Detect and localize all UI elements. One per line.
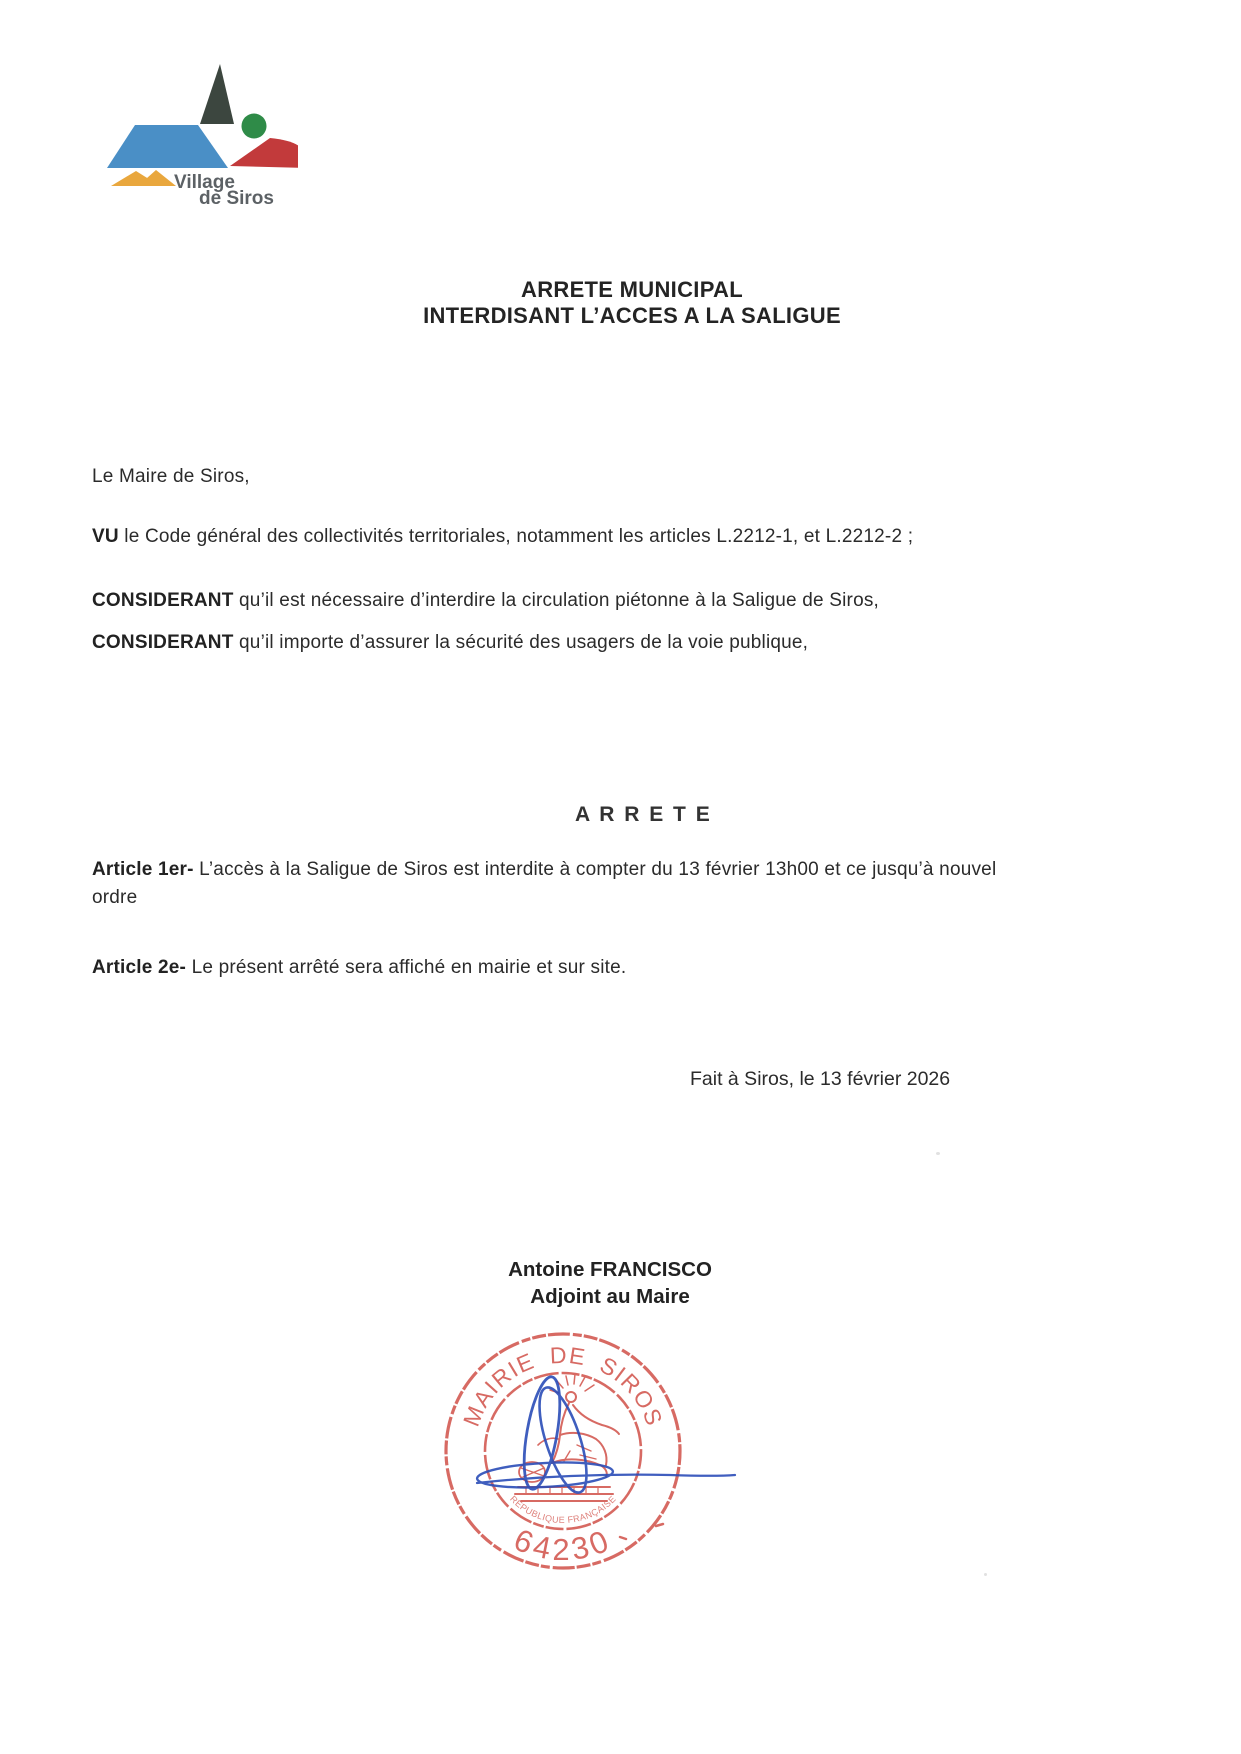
article1-text-line2: ordre xyxy=(92,887,138,908)
article1-text-line1: L’accès à la Saligue de Siros est interdite à compter du 13 février 13h00 et ce jusqu’à nouvel xyxy=(199,859,997,880)
article2-paragraph xyxy=(92,954,1142,982)
considerant2-text: qu’il importe d’assurer la sécurité des usagers de la voie publique, xyxy=(239,632,809,653)
mairie-stamp-and-signature xyxy=(420,1325,820,1590)
handwritten-signature xyxy=(476,1374,735,1497)
document-title-line1: ARRETE MUNICIPAL xyxy=(521,277,743,302)
green-circle-icon xyxy=(242,114,267,139)
considerant1-paragraph xyxy=(92,587,1142,615)
vu-paragraph xyxy=(92,523,1142,551)
article1-first-line xyxy=(92,856,1142,884)
article2-label: Article 2e- xyxy=(92,957,187,978)
vu-label: VU xyxy=(92,526,119,547)
arrete-heading: A R R E T E xyxy=(575,803,712,826)
considerant1-text: qu’il est nécessaire d’interdire la circulation piétonne à la Saligue de Siros, xyxy=(239,590,880,611)
stamp-arc-bottom-text: 64230 xyxy=(509,1521,617,1567)
stamp-inner-ring xyxy=(485,1373,641,1529)
stamp-republique-text: RÉPUBLIQUE FRANÇAISE xyxy=(508,1493,618,1526)
considerant1-label: CONSIDERANT xyxy=(92,590,234,611)
scan-speck xyxy=(984,1573,987,1576)
considerant2-paragraph xyxy=(92,629,1142,657)
article1-paragraph xyxy=(92,856,1142,912)
round-stamp xyxy=(446,1334,680,1568)
logo-wordmark-line1: Village xyxy=(174,172,235,193)
signatory-block xyxy=(430,1256,790,1310)
opening-line: Le Maire de Siros, xyxy=(92,466,250,487)
signatory-role: Adjoint au Maire xyxy=(530,1285,690,1308)
dateline: Fait à Siros, le 13 février 2026 xyxy=(690,1068,951,1090)
considerant2-label: CONSIDERANT xyxy=(92,632,234,653)
logo-shapes xyxy=(107,64,298,186)
marianne-figure-icon xyxy=(515,1374,619,1501)
document-title-line2: INTERDISANT L’ACCES A LA SALIGUE xyxy=(423,303,841,328)
stamp-arc-top-text: MAIRIE DE SIROS xyxy=(457,1341,669,1430)
article2-text: Le présent arrêté sera affiché en mairie et sur site. xyxy=(191,957,627,978)
village-de-siros-logo xyxy=(88,48,298,218)
spire-triangle-icon xyxy=(200,64,234,124)
red-fan-icon xyxy=(230,138,298,168)
scan-speck xyxy=(936,1152,940,1155)
blue-roof-trapezoid-icon xyxy=(107,125,228,168)
logo-wordmark-line2: de Siros xyxy=(199,188,274,209)
vu-text: le Code général des collectivités territoriales, notamment les articles L.2212-1, et L.2212-2 ; xyxy=(124,526,914,547)
signatory-name: Antoine FRANCISCO xyxy=(508,1258,712,1281)
document-title xyxy=(332,277,932,329)
article1-label: Article 1er- xyxy=(92,859,194,880)
